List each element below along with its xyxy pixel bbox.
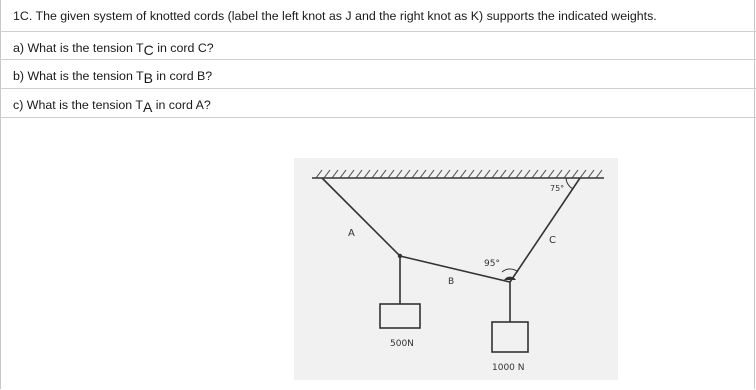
label-c: C	[549, 235, 556, 246]
ceiling-hatch	[316, 170, 602, 178]
knotted-cords-diagram	[294, 158, 618, 380]
angle-top-arc	[566, 178, 573, 189]
label-b: B	[448, 277, 455, 287]
angle-top-label: 75°	[550, 184, 565, 193]
angle-right-label: 95°	[484, 259, 500, 269]
problem-intro: 1C. The given system of knotted cords (label the left knot as J and the right knot as K) supports the indicated weights.	[13, 9, 657, 23]
angle-right-arc	[502, 269, 518, 272]
cord-a	[322, 178, 400, 256]
question-b-row	[0, 59, 756, 88]
right-weight-box	[492, 322, 528, 352]
question-a: a) What is the tension TC in cord C?	[13, 41, 214, 58]
diagram-svg	[294, 158, 618, 380]
question-c-row	[0, 88, 756, 118]
question-a-row	[0, 31, 756, 60]
weight-right-label: 1000 N	[492, 363, 525, 373]
knot-j	[398, 254, 402, 258]
left-weight-box	[380, 304, 420, 328]
weight-left-label: 500N	[390, 339, 414, 349]
question-c: c) What is the tension TA in cord A?	[13, 98, 211, 115]
question-b: b) What is the tension TB in cord B?	[13, 69, 213, 86]
label-a: A	[348, 228, 355, 239]
cord-c	[510, 178, 580, 282]
